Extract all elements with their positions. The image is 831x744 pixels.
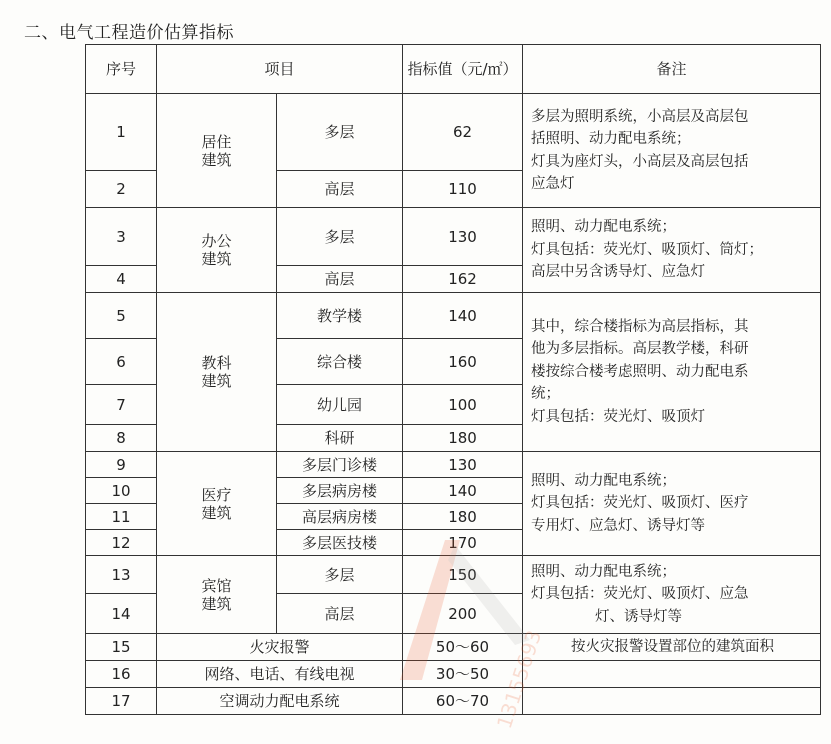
row-seq: 9 [86,452,157,478]
row-value: 30～50 [403,661,523,688]
group-education: 教科 建筑 [157,293,277,452]
row-seq: 14 [86,594,157,634]
table-row [86,452,821,478]
note-line: 其中，综合楼指标为高层指标，其 [531,318,749,335]
note-office [523,208,821,293]
row-subitem: 综合楼 [277,339,403,385]
note-line: 灯、诱导灯等 [595,608,683,625]
row-subitem: 高层病房楼 [277,504,403,530]
row-subitem: 多层 [277,94,403,171]
row-value: 200 [403,594,523,634]
row-seq: 17 [86,688,157,715]
table-row [86,94,821,171]
row-subitem: 多层 [277,556,403,594]
row-subitem: 科研 [277,425,403,452]
row-subitem: 多层病房楼 [277,478,403,504]
row-subitem: 幼儿园 [277,385,403,425]
note-line: 照明、动力配电系统； [531,472,677,489]
note-line: 他为多层指标。高层教学楼，科研 [531,341,749,358]
row-subitem: 高层 [277,594,403,634]
group-office: 办公 建筑 [157,208,277,293]
note-line: 灯具为座灯头，小高层及高层包括 [531,153,749,170]
note-fire: 按火灾报警设置部位的建筑面积 [523,634,821,661]
note-line: 灯具包括：荧光灯、吸顶灯、筒灯； [531,241,764,258]
note-line: 多层为照明系统，小高层及高层包 [531,108,749,125]
table-row [86,208,821,266]
header-item: 项目 [157,45,403,94]
row-value: 162 [403,266,523,293]
row-value: 140 [403,293,523,339]
row-value: 60～70 [403,688,523,715]
row-value: 50～60 [403,634,523,661]
row-subitem: 空调动力配电系统 [157,688,403,715]
note-line: 括照明、动力配电系统； [531,131,691,148]
row-seq: 2 [86,171,157,208]
header-note: 备注 [523,45,821,94]
note-line: 照明、动力配电系统； [531,563,677,580]
empty-note-cell [523,661,821,688]
cost-index-table [85,44,821,715]
table-row [86,688,821,715]
note-line: 楼按综合楼考虑照明、动力配电系 [531,363,749,380]
row-value: 150 [403,556,523,594]
row-value: 180 [403,504,523,530]
row-seq: 13 [86,556,157,594]
row-subitem: 多层 [277,208,403,266]
row-value: 140 [403,478,523,504]
row-seq: 7 [86,385,157,425]
table-row [86,661,821,688]
table-row [86,556,821,594]
row-value: 62 [403,94,523,171]
row-seq: 4 [86,266,157,293]
row-value: 180 [403,425,523,452]
note-medical [523,452,821,556]
row-value: 160 [403,339,523,385]
group-medical: 医疗 建筑 [157,452,277,556]
row-seq: 3 [86,208,157,266]
row-subitem: 高层 [277,171,403,208]
row-subitem: 火灾报警 [157,634,403,661]
row-value: 130 [403,452,523,478]
row-subitem: 多层门诊楼 [277,452,403,478]
note-line: 灯具包括：荧光灯、吸顶灯 [531,408,706,425]
row-seq: 8 [86,425,157,452]
row-value: 110 [403,171,523,208]
group-residential: 居住 建筑 [157,94,277,208]
row-subitem: 网络、电话、有线电视 [157,661,403,688]
note-line: 照明、动力配电系统； [531,219,677,236]
row-seq: 15 [86,634,157,661]
note-residential [523,94,821,208]
table-row [86,634,821,661]
section-heading: 二、电气工程造价估算指标 [24,23,234,43]
table-row [86,293,821,339]
row-seq: 10 [86,478,157,504]
header-row [86,45,821,94]
row-seq: 5 [86,293,157,339]
note-line: 应急灯 [531,175,575,192]
note-hotel [523,556,821,634]
row-seq: 16 [86,661,157,688]
row-subitem: 教学楼 [277,293,403,339]
row-value: 100 [403,385,523,425]
watermark-number: 13155693 [491,627,547,732]
header-seq: 序号 [86,45,157,94]
header-value: 指标值（元/㎡） [403,45,523,94]
note-line: 灯具包括：荧光灯、吸顶灯、应急 [531,586,749,603]
note-line: 灯具包括：荧光灯、吸顶灯、医疗 [531,495,749,512]
empty-note-cell [523,688,821,715]
row-seq: 11 [86,504,157,530]
note-education [523,293,821,452]
row-seq: 1 [86,94,157,171]
note-line: 统； [531,386,561,403]
note-line: 高层中另含诱导灯、应急灯 [531,264,706,281]
note-line: 专用灯、应急灯、诱导灯等 [531,517,706,534]
row-seq: 12 [86,530,157,556]
row-seq: 6 [86,339,157,385]
row-subitem: 多层医技楼 [277,530,403,556]
row-value: 130 [403,208,523,266]
row-value: 170 [403,530,523,556]
row-subitem: 高层 [277,266,403,293]
group-hotel: 宾馆 建筑 [157,556,277,634]
